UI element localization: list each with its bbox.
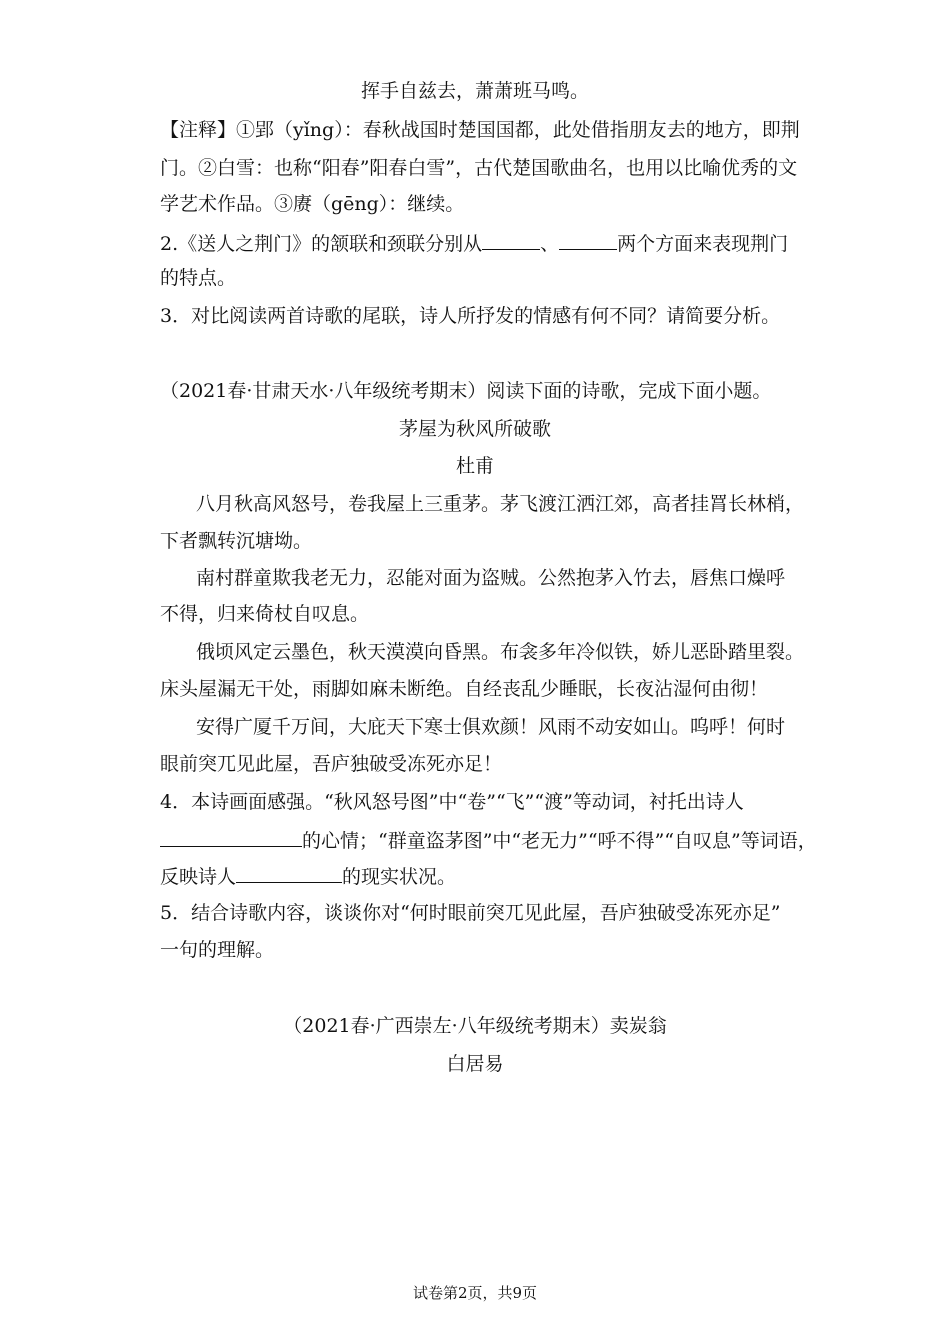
q2-separator: 、	[540, 233, 560, 255]
q4-text-after-blank-1: 的心情；“群童盗茅图”中“老无力”“呼不得”“自叹息”等词语，	[302, 830, 817, 852]
question-5-line-1: 5．结合诗歌内容，谈谈你对“何时眼前突兀见此屋，吾庐独破受冻死亦足”	[160, 902, 781, 924]
poem-stanza-line: 眼前突兀见此屋，吾庐独破受冻死亦足！	[160, 753, 503, 775]
question-2	[160, 229, 788, 257]
question-5-line-2: 一句的理解。	[160, 939, 275, 961]
poem-author: 杜甫	[455, 455, 494, 477]
q2-text-after: 两个方面来表现荆门	[617, 233, 789, 255]
poem-stanza-line: 俄顷风定云墨色，秋天漠漠向昏黑。布衾多年冷似铁，娇儿恶卧踏里裂。	[196, 641, 805, 663]
q4-blank-1[interactable]	[160, 826, 302, 847]
poem-author-bai-juyi: 白居易	[446, 1053, 504, 1075]
poem-stanza-line: 安得广厦千万间，大庇天下寒士俱欢颜！风雨不动安如山。呜呼！何时	[196, 716, 786, 738]
notes-line-3: 学艺术作品。③赓（gēng）：继续。	[160, 193, 465, 215]
notes-line-2: 门。②白雪：也称“阳春”阳春白雪”，古代楚国歌曲名，也用以比喻优秀的文	[160, 157, 798, 179]
poem-stanza-line: 八月秋高风怒号，卷我屋上三重茅。茅飞渡江洒江郊，高者挂罥长林梢，	[196, 493, 805, 515]
question-4-line-3	[160, 862, 456, 890]
q4-blank-2[interactable]	[236, 862, 342, 883]
poem-stanza-line: 南村群童欺我老无力，忍能对面为盗贼。公然抱茅入竹去，唇焦口燥呼	[196, 567, 786, 589]
q4-text-after-blank-2: 的现实状况。	[342, 866, 457, 888]
question-4-line-2	[160, 826, 817, 854]
section-intro-tianshui: （2021春·甘肃天水·八年级统考期末）阅读下面的诗歌，完成下面小题。	[160, 380, 772, 402]
poem-last-line: 挥手自兹去，萧萧班马鸣。	[360, 80, 589, 102]
notes-line-1: 【注释】①郢（yǐng）：春秋战国时楚国国都，此处借指朋友去的地方，即荆	[160, 119, 800, 141]
page-footer: 试卷第2页，共9页	[412, 1284, 538, 1302]
question-2-line-2: 的特点。	[160, 267, 237, 289]
q4-text-before-blank-2: 反映诗人	[160, 866, 237, 888]
poem-title: 茅屋为秋风所破歌	[398, 418, 551, 440]
section-intro-chongzuo: （2021春·广西崇左·八年级统考期末）卖炭翁	[283, 1015, 667, 1037]
q2-blank-2[interactable]	[559, 229, 617, 250]
question-3: 3．对比阅读两首诗歌的尾联，诗人所抒发的情感有何不同？请简要分析。	[160, 305, 781, 327]
q2-text-before: 2.《送人之荆门》的颔联和颈联分别从	[160, 233, 483, 255]
q2-blank-1[interactable]	[482, 229, 540, 250]
poem-stanza-line: 下者飘转沉塘坳。	[160, 530, 313, 552]
question-4-line-1: 4．本诗画面感强。“秋风怒号图”中“卷”“飞”“渡”等动词，衬托出诗人	[160, 791, 744, 813]
poem-stanza-line: 不得，归来倚杖自叹息。	[160, 603, 370, 625]
poem-stanza-line: 床头屋漏无干处，雨脚如麻未断绝。自经丧乱少睡眠，长夜沾湿何由彻！	[160, 678, 769, 700]
